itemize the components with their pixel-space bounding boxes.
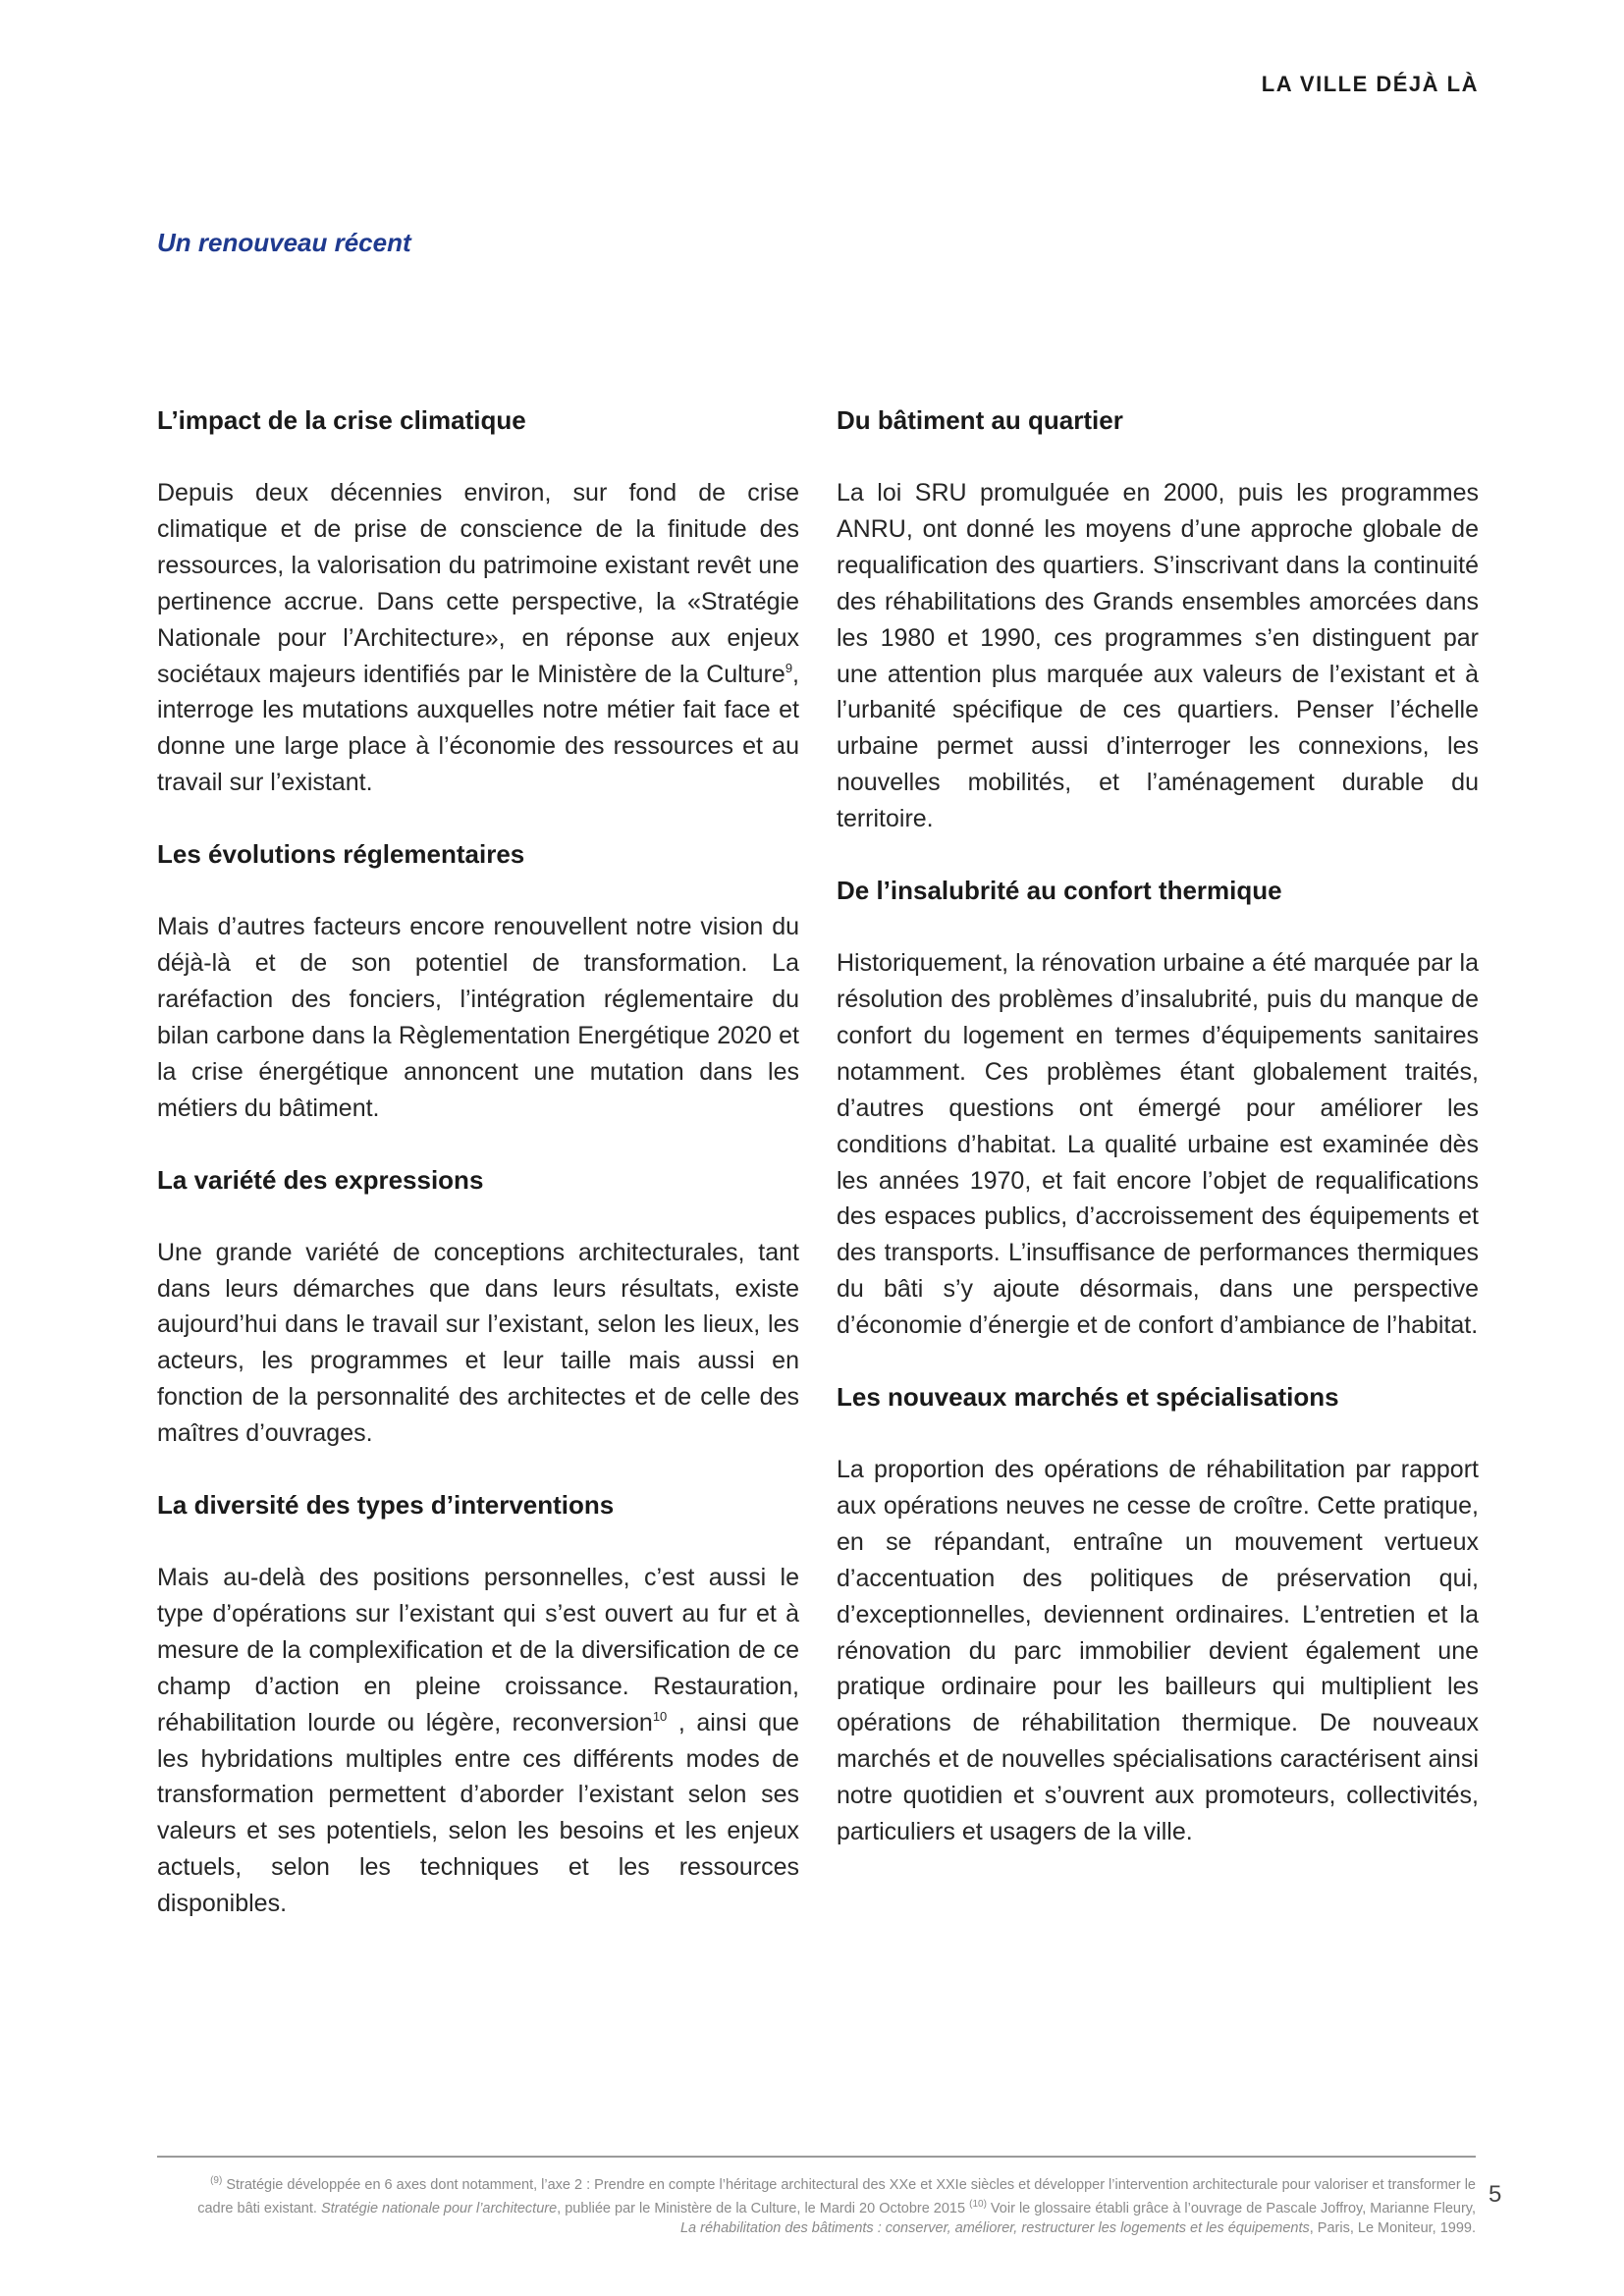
subsection-paragraph: La loi SRU promulguée en 2000, puis les programmes ANRU, ont donné les moyens d’une approche globale de requalification des quartiers. S’inscrivant dans la continuité des réhabilitations des Grands ensembles amorcées dans les 1980 et 1990, ces programmes s’en distinguent par une attention plus marquée aux valeurs de l’existant et à l’urbanité spécifique de ces quartiers. Penser l’échelle urbaine permet aussi d’interroger les connexions, les nouvelles mobilités, et l’aménagement durable du territoire.: [837, 479, 1479, 833]
subsection-heading: De l’insalubrité au confort thermique: [837, 876, 1282, 906]
subsection-heading: La variété des expressions: [157, 1164, 484, 1195]
footnote-marker: (9): [210, 2175, 223, 2186]
footnote-ref[interactable]: 9: [785, 660, 793, 675]
left-column: [157, 402, 799, 1922]
page-number: 5: [1489, 2181, 1502, 2208]
subsection-heading: Les nouveaux marchés et spécialisations: [837, 1382, 1339, 1413]
footnote-marker: (10): [969, 2199, 987, 2210]
subsection-heading: Du bâtiment au quartier: [837, 405, 1123, 435]
running-header: LA VILLE DÉJÀ LÀ: [1261, 72, 1479, 96]
right-column: [837, 402, 1479, 1850]
subsection-paragraph: La proportion des opérations de réhabilitation par rapport aux opérations neuves ne cesse de croître. Cette pratique, en se répandant, entraîne un mouvement vertueux d’accentuation des politiques de préservation qui, d’exceptionnelles, deviennent ordinaires. L’entretien et la rénovation du parc immobilier devient également une pratique ordinaire pour les bailleurs qui multiplient les opérations de réhabilitation thermique. De nouveaux marchés et de nouvelles spécialisations caractérisent ainsi notre quotidien et s’ouvrent aux promoteurs, collectivités, particuliers et usagers de la ville.: [837, 1456, 1479, 1846]
subsection-heading: L’impact de la crise climatique: [157, 405, 526, 435]
footnote-ref[interactable]: 10: [652, 1708, 668, 1724]
subsection-heading: Les évolutions réglementaires: [157, 839, 525, 870]
section-title: Un renouveau récent: [157, 228, 411, 257]
footnotes: $^{(9)}$ Stratégie développée en 6 axes dont notamment, l’axe 2 : Prendre en compte l’héritage architectural des XXe et XXIe siècles et développer l’intervention architecturale pour valoriser et transformer le cadre bâti existant. Stratégie nationale pour l’architecture, publiée par le Ministère de la Culture, le Mardi 20 Octobre 2015 $^{(10)}$ Voir le glossaire établi grâce à l’ouvrage de Pascale Joffroy, Marianne Fleury, La réhabilitation des bâtiments : conserver, améliorer, restructurer les logements et les équipements, Paris, Le Moniteur, 1999.: [197, 2175, 1476, 2236]
footnote-divider: [157, 2156, 1476, 2158]
subsection-paragraph: Mais d’autres facteurs encore renouvellent notre vision du déjà-là et de son potentiel de transformation. La raréfaction des fonciers, l’intégration réglementaire du bilan carbone dans la Règlementation Energétique 2020 et la crise énergétique annoncent une mutation dans les métiers du bâtiment.: [157, 913, 799, 1122]
subsection-paragraph: Une grande variété de conceptions architecturales, tant dans leurs démarches que dans leurs résultats, existe aujourd’hui dans le travail sur l’existant, selon les lieux, les acteurs, les programmes et leur taille mais aussi en fonction de la personnalité des architectes et de celle des maîtres d’ouvrages.: [157, 1238, 799, 1448]
subsection-paragraph: Depuis deux décennies environ, sur fond de crise climatique et de prise de conscience de la finitude des ressources, la valorisation du patrimoine existant revêt une pertinence accrue. Dans cette perspective, la «Stratégie Nationale pour l’Architecture», en réponse aux enjeux sociétaux majeurs identifiés par le Ministère de la Culture$^9$, interroge les mutations auxquelles notre métier fait face et donne une large place à l’économie des ressources et au travail sur l’existant.: [157, 479, 799, 797]
subsection-paragraph: Historiquement, la rénovation urbaine a été marquée par la résolution des problèmes d’insalubrité, puis du manque de confort du logement en termes d’équipements sanitaires notamment. Ces problèmes étant globalement traités, d’autres questions ont émergé pour améliorer les conditions d’habitat. La qualité urbaine est examinée dès les années 1970, et fait encore l’objet de requalifications des espaces publics, d’accroissement des équipements et des transports. L’insuffisance de performances thermiques du bâti s’y ajoute désormais, dans une perspective d’économie d’énergie et de confort d’ambiance de l’habitat.: [837, 949, 1479, 1340]
subsection-paragraph: Mais au-delà des positions personnelles, c’est aussi le type d’opérations sur l’existant qui s’est ouvert au fur et à mesure de la complexification et de la diversification de ce champ d’action en pleine croissance. Restauration, réhabilitation lourde ou légère, reconversion$^{10}$ , ainsi que les hybridations multiples entre ces différents modes de transformation permettent d’aborder l’existant selon ses valeurs et ses potentiels, selon les besoins et les enjeux actuels, selon les techniques et les ressources disponibles.: [157, 1564, 799, 1918]
subsection-heading: La diversité des types d’interventions: [157, 1490, 615, 1521]
